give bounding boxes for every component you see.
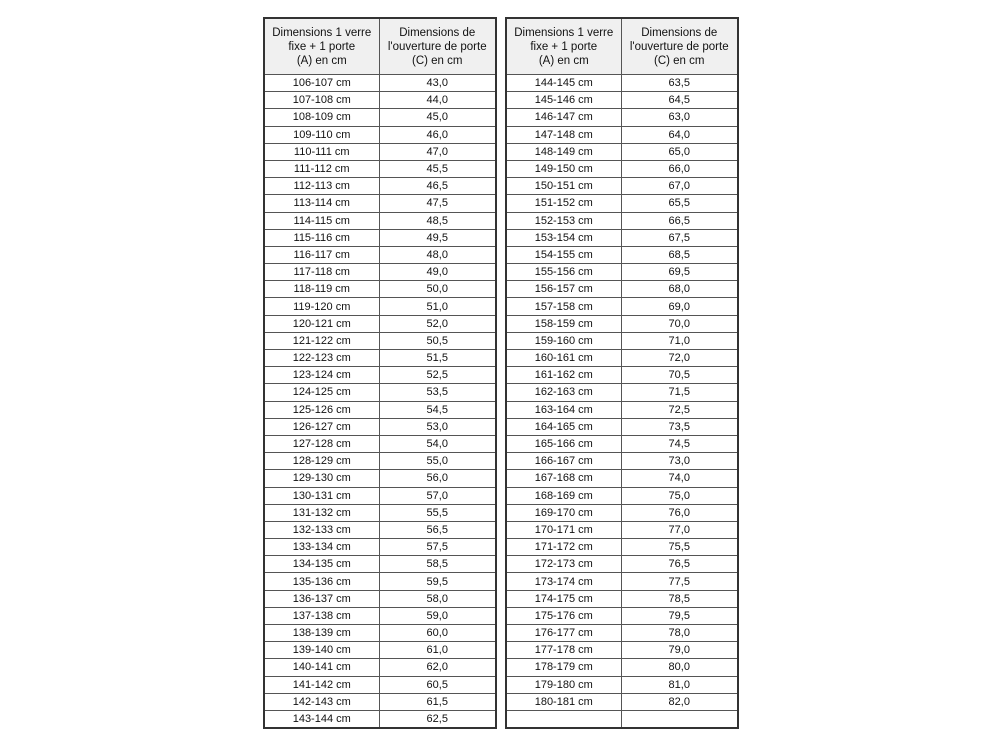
door-opening-c-cell: 49,0 [379,264,496,281]
dimension-a-cell: 154-155 cm [506,246,621,263]
table-row [264,246,496,263]
door-opening-c-cell: 54,0 [379,435,496,452]
door-opening-c-cell: 62,0 [379,659,496,676]
dimension-a-cell: 110-111 cm [264,143,379,160]
header-line: fixe + 1 porte [530,40,598,53]
table-row [506,556,738,573]
door-opening-c-cell: 71,5 [621,384,738,401]
table-row [264,367,496,384]
dimension-a-cell: 158-159 cm [506,315,621,332]
table-row [264,625,496,642]
door-opening-c-cell: 70,0 [621,315,738,332]
door-opening-c-cell: 45,0 [379,109,496,126]
table-row [506,453,738,470]
header-line: (C) en cm [654,54,705,67]
header-door-opening-c [379,18,496,75]
dimension-a-cell: 139-140 cm [264,642,379,659]
table-row [264,126,496,143]
table-row [506,229,738,246]
dimension-a-cell: 168-169 cm [506,487,621,504]
door-opening-c-cell: 63,5 [621,75,738,92]
table-row [264,470,496,487]
table-row [506,573,738,590]
table-row [506,332,738,349]
dimension-a-cell: 173-174 cm [506,573,621,590]
dimension-a-cell: 147-148 cm [506,126,621,143]
dimension-a-cell: 163-164 cm [506,401,621,418]
table-row [506,384,738,401]
table-row [264,75,496,92]
door-opening-c-cell: 51,5 [379,350,496,367]
dimension-a-cell: 142-143 cm [264,693,379,710]
dimension-a-cell: 146-147 cm [506,109,621,126]
table-row [506,75,738,92]
door-opening-c-cell: 72,0 [621,350,738,367]
dimensions-table-right [505,17,739,729]
dimension-a-cell: 175-176 cm [506,607,621,624]
header-line: l'ouverture de porte [629,40,729,53]
dimension-a-cell: 121-122 cm [264,332,379,349]
door-opening-c-cell: 53,5 [379,384,496,401]
empty-cell [621,710,738,728]
door-opening-c-cell: 67,0 [621,178,738,195]
door-opening-c-cell: 52,5 [379,367,496,384]
dimension-a-cell: 169-170 cm [506,504,621,521]
table-row [506,264,738,281]
dimension-a-cell: 144-145 cm [506,75,621,92]
dimension-a-cell: 119-120 cm [264,298,379,315]
dimension-a-cell: 125-126 cm [264,401,379,418]
door-opening-c-cell: 54,5 [379,401,496,418]
table-row [506,367,738,384]
table-row [264,178,496,195]
door-opening-c-cell: 47,0 [379,143,496,160]
dimension-a-cell: 155-156 cm [506,264,621,281]
table-row [506,504,738,521]
door-opening-c-cell: 68,0 [621,281,738,298]
table-row [264,384,496,401]
dimension-a-cell: 133-134 cm [264,539,379,556]
door-opening-c-cell: 57,5 [379,539,496,556]
door-opening-c-cell: 44,0 [379,92,496,109]
door-opening-c-cell: 47,5 [379,195,496,212]
dimension-a-cell: 127-128 cm [264,435,379,452]
door-opening-c-cell: 48,0 [379,246,496,263]
table-row [264,298,496,315]
table-row [264,143,496,160]
dimension-a-cell: 115-116 cm [264,229,379,246]
table-row [264,504,496,521]
door-opening-c-cell: 73,5 [621,418,738,435]
table-row [506,435,738,452]
table-row [264,607,496,624]
dimension-a-cell: 166-167 cm [506,453,621,470]
table-row [264,332,496,349]
table-row [506,92,738,109]
dimension-a-cell: 167-168 cm [506,470,621,487]
table-row [264,590,496,607]
dimension-a-cell: 106-107 cm [264,75,379,92]
header-dimensions-a [506,18,621,75]
dimension-a-cell: 130-131 cm [264,487,379,504]
dimension-a-cell: 129-130 cm [264,470,379,487]
door-opening-c-cell: 51,0 [379,298,496,315]
dimension-a-cell: 136-137 cm [264,590,379,607]
table-row [264,160,496,177]
table-row [264,659,496,676]
dimension-a-cell: 140-141 cm [264,659,379,676]
dimension-a-cell: 118-119 cm [264,281,379,298]
dimension-a-cell: 152-153 cm [506,212,621,229]
table-row [264,264,496,281]
header-door-opening-c [621,18,738,75]
door-opening-c-cell: 45,5 [379,160,496,177]
dimension-a-cell: 117-118 cm [264,264,379,281]
dimension-a-cell: 123-124 cm [264,367,379,384]
table-row [506,195,738,212]
table-row [264,92,496,109]
door-opening-c-cell: 79,5 [621,607,738,624]
header-row [264,18,496,75]
table-row [264,401,496,418]
door-opening-c-cell: 67,5 [621,229,738,246]
door-opening-c-cell: 53,0 [379,418,496,435]
door-opening-c-cell: 81,0 [621,676,738,693]
dimension-a-cell: 109-110 cm [264,126,379,143]
header-row [506,18,738,75]
dimension-a-cell: 134-135 cm [264,556,379,573]
dimension-a-cell: 160-161 cm [506,350,621,367]
door-opening-c-cell: 57,0 [379,487,496,504]
door-opening-c-cell: 58,5 [379,556,496,573]
door-opening-c-cell: 64,0 [621,126,738,143]
dimension-a-cell: 107-108 cm [264,92,379,109]
table-row [264,418,496,435]
door-opening-c-cell: 60,0 [379,625,496,642]
table-row [264,229,496,246]
door-opening-c-cell: 78,5 [621,590,738,607]
dimension-a-cell: 111-112 cm [264,160,379,177]
door-opening-c-cell: 52,0 [379,315,496,332]
door-opening-c-cell: 72,5 [621,401,738,418]
door-opening-c-cell: 82,0 [621,693,738,710]
dimension-a-cell: 122-123 cm [264,350,379,367]
dimension-a-cell: 138-139 cm [264,625,379,642]
dimension-a-cell: 156-157 cm [506,281,621,298]
door-opening-c-cell: 46,0 [379,126,496,143]
header-line: fixe + 1 porte [288,40,356,53]
dimension-a-cell: 171-172 cm [506,539,621,556]
table-row [264,350,496,367]
dimension-a-cell: 143-144 cm [264,710,379,728]
door-opening-c-cell: 66,0 [621,160,738,177]
dimension-a-cell: 150-151 cm [506,178,621,195]
dimension-a-cell: 132-133 cm [264,521,379,538]
door-opening-c-cell: 58,0 [379,590,496,607]
dimension-a-cell: 165-166 cm [506,435,621,452]
door-opening-c-cell: 59,5 [379,573,496,590]
table-row [506,607,738,624]
header-line: Dimensions de [399,26,476,39]
dimension-a-cell: 178-179 cm [506,659,621,676]
table-row [506,487,738,504]
table-row [264,212,496,229]
table-row [264,573,496,590]
table-row [264,453,496,470]
table-row [506,281,738,298]
door-opening-c-cell: 63,0 [621,109,738,126]
door-opening-c-cell: 65,5 [621,195,738,212]
dimension-a-cell: 124-125 cm [264,384,379,401]
dimension-a-cell: 161-162 cm [506,367,621,384]
door-opening-c-cell: 68,5 [621,246,738,263]
table-row [506,126,738,143]
table-body-left [264,75,496,729]
door-opening-c-cell: 77,5 [621,573,738,590]
table-row [264,693,496,710]
header-line: Dimensions 1 verre [272,26,372,39]
door-opening-c-cell: 71,0 [621,332,738,349]
table-row [506,625,738,642]
table-row [506,298,738,315]
table-row [506,539,738,556]
door-opening-c-cell: 55,5 [379,504,496,521]
table-row [506,418,738,435]
table-row [506,676,738,693]
door-opening-c-cell: 73,0 [621,453,738,470]
table-row [264,487,496,504]
door-opening-c-cell: 50,5 [379,332,496,349]
door-opening-c-cell: 64,5 [621,92,738,109]
dimension-a-cell: 112-113 cm [264,178,379,195]
table-row [506,693,738,710]
door-opening-c-cell: 60,5 [379,676,496,693]
dimension-a-cell: 120-121 cm [264,315,379,332]
dimension-a-cell: 157-158 cm [506,298,621,315]
table-body-right [506,75,738,729]
door-opening-c-cell: 48,5 [379,212,496,229]
door-opening-c-cell: 50,0 [379,281,496,298]
table-row [264,281,496,298]
door-opening-c-cell: 43,0 [379,75,496,92]
header-line: l'ouverture de porte [387,40,487,53]
table-row [264,315,496,332]
table-row [506,160,738,177]
header-dimensions-a [264,18,379,75]
door-opening-c-cell: 59,0 [379,607,496,624]
dimension-a-cell: 151-152 cm [506,195,621,212]
dimension-a-cell: 170-171 cm [506,521,621,538]
door-opening-c-cell: 74,0 [621,470,738,487]
table-row [506,590,738,607]
dimension-a-cell: 176-177 cm [506,625,621,642]
table-row [506,470,738,487]
door-opening-c-cell: 76,0 [621,504,738,521]
table-row [506,212,738,229]
table-row [264,710,496,728]
dimension-a-cell: 114-115 cm [264,212,379,229]
door-opening-c-cell: 55,0 [379,453,496,470]
dimensions-table-left [263,17,497,729]
dimension-a-cell: 179-180 cm [506,676,621,693]
dimension-a-cell: 180-181 cm [506,693,621,710]
table-row [506,521,738,538]
door-opening-c-cell: 56,5 [379,521,496,538]
door-opening-c-cell: 80,0 [621,659,738,676]
header-line: (A) en cm [296,54,347,67]
dimension-a-cell: 164-165 cm [506,418,621,435]
dimension-a-cell: 113-114 cm [264,195,379,212]
dimension-a-cell: 177-178 cm [506,642,621,659]
door-opening-c-cell: 79,0 [621,642,738,659]
table-row [506,246,738,263]
door-opening-c-cell: 78,0 [621,625,738,642]
table-row [264,435,496,452]
door-opening-c-cell: 56,0 [379,470,496,487]
door-opening-c-cell: 76,5 [621,556,738,573]
header-line: (A) en cm [538,54,589,67]
dimension-a-cell: 137-138 cm [264,607,379,624]
dimension-a-cell: 135-136 cm [264,573,379,590]
table-row [264,195,496,212]
door-opening-c-cell: 65,0 [621,143,738,160]
dimension-a-cell: 174-175 cm [506,590,621,607]
dimension-a-cell: 145-146 cm [506,92,621,109]
table-row [506,109,738,126]
table-row [264,539,496,556]
table-row [506,350,738,367]
table-row [506,315,738,332]
door-opening-c-cell: 70,5 [621,367,738,384]
door-opening-c-cell: 77,0 [621,521,738,538]
door-opening-c-cell: 75,0 [621,487,738,504]
door-opening-c-cell: 69,0 [621,298,738,315]
empty-row [506,710,738,728]
empty-cell [506,710,621,728]
dimension-a-cell: 126-127 cm [264,418,379,435]
table-row [264,556,496,573]
table-row [264,642,496,659]
dimension-a-cell: 172-173 cm [506,556,621,573]
table-row [506,143,738,160]
header-line: Dimensions de [641,26,718,39]
header-line: (C) en cm [412,54,463,67]
door-opening-c-cell: 75,5 [621,539,738,556]
table-row [264,521,496,538]
dimension-a-cell: 148-149 cm [506,143,621,160]
door-opening-c-cell: 69,5 [621,264,738,281]
table-row [506,642,738,659]
table-row [264,676,496,693]
dimension-a-cell: 162-163 cm [506,384,621,401]
dimension-a-cell: 149-150 cm [506,160,621,177]
door-opening-c-cell: 61,5 [379,693,496,710]
header-line: Dimensions 1 verre [514,26,614,39]
table-row [506,401,738,418]
door-opening-c-cell: 61,0 [379,642,496,659]
table-row [506,659,738,676]
door-opening-c-cell: 66,5 [621,212,738,229]
dimension-a-cell: 153-154 cm [506,229,621,246]
dimension-a-cell: 108-109 cm [264,109,379,126]
table-row [264,109,496,126]
dimension-a-cell: 141-142 cm [264,676,379,693]
dimension-a-cell: 159-160 cm [506,332,621,349]
dimension-a-cell: 116-117 cm [264,246,379,263]
dimension-a-cell: 128-129 cm [264,453,379,470]
door-opening-c-cell: 49,5 [379,229,496,246]
dimension-a-cell: 131-132 cm [264,504,379,521]
door-opening-c-cell: 74,5 [621,435,738,452]
door-opening-c-cell: 62,5 [379,710,496,728]
table-row [506,178,738,195]
door-opening-c-cell: 46,5 [379,178,496,195]
